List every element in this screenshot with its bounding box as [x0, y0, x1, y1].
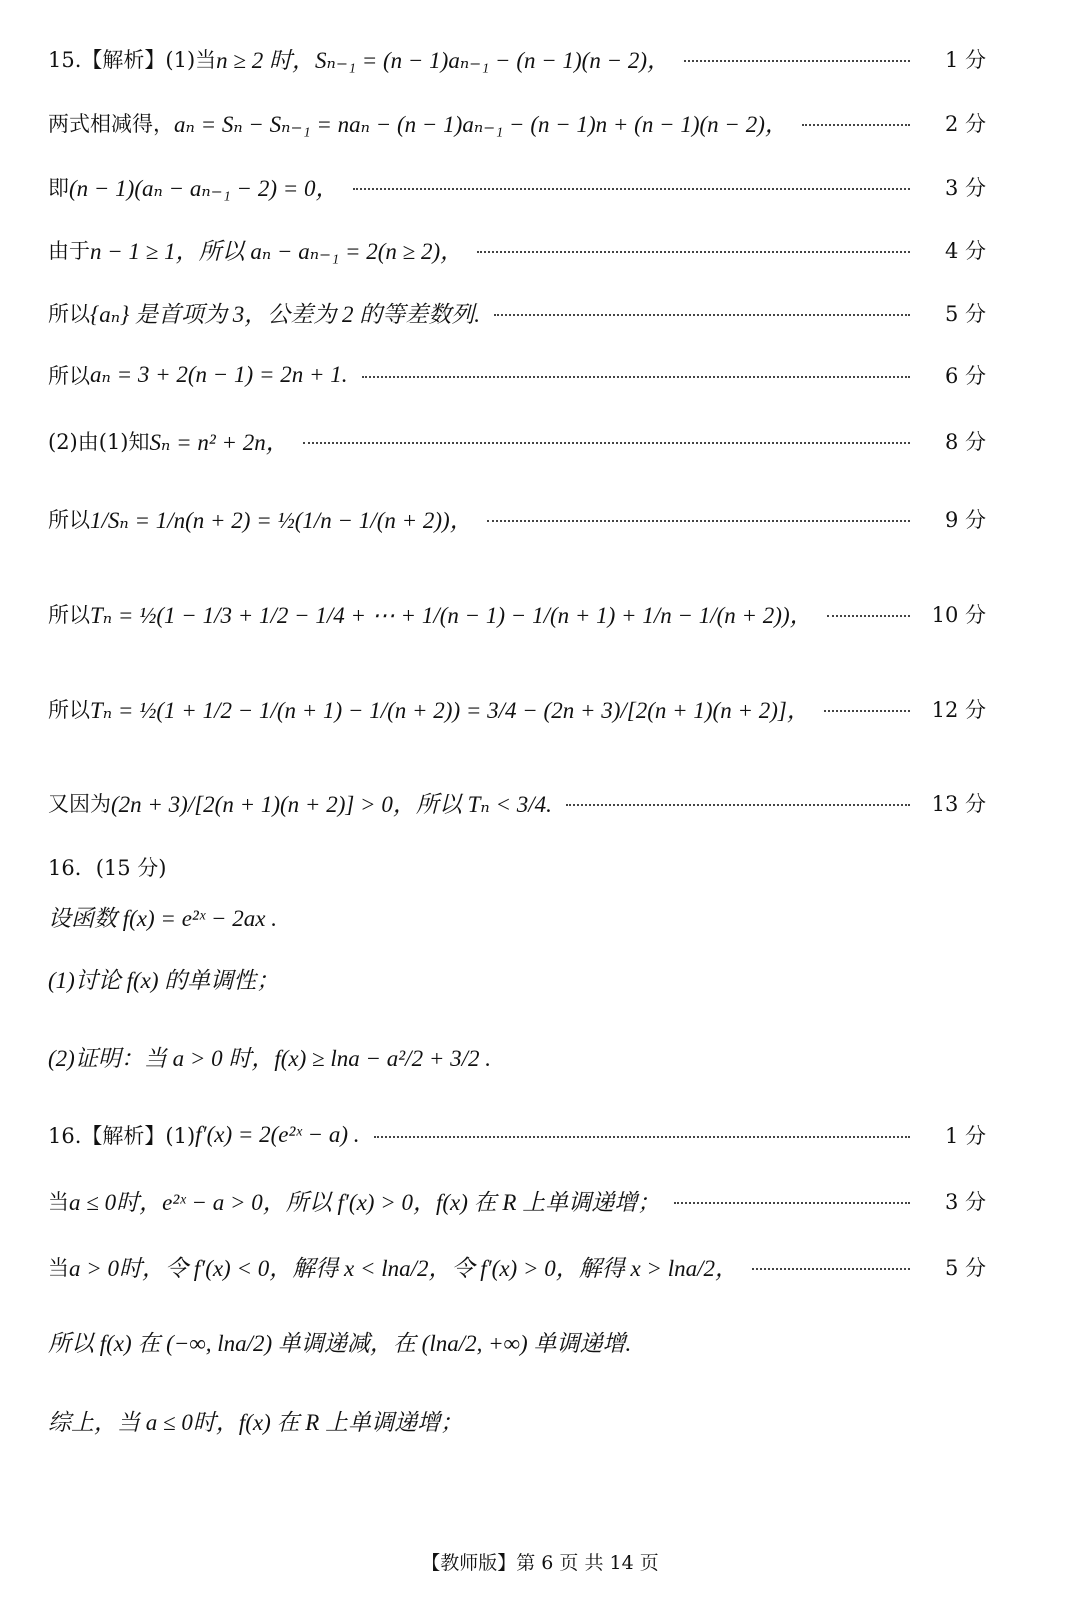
line-prefix: (2)由(1)知 [48, 429, 150, 454]
solution-line [48, 42, 986, 75]
leader-dots [824, 710, 910, 712]
line-math: f′(x) = 2(e²ˣ − a) . [195, 1122, 360, 1147]
line-math: Tₙ = ½(1 − 1/3 + 1/2 − 1/4 + ⋯ + 1/(n − 1) − 1/(n + 1) + 1/n − 1/(n + 2))， [90, 603, 813, 628]
line-prefix: 所以 [48, 602, 90, 627]
line-math: n ≥ 2 时，Sₙ₋₁ = (n − 1)aₙ₋₁ − (n − 1)(n − 2)， [216, 48, 671, 73]
leader-dots [674, 1202, 910, 1204]
line-math: aₙ = Sₙ − Sₙ₋₁ = naₙ − (n − 1)aₙ₋₁ − (n − 1)n + (n − 1)(n − 2)， [174, 112, 788, 137]
leader-dots [566, 804, 910, 806]
line-math: {aₙ} 是首项为 3，公差为 2 的等差数列. [90, 302, 480, 327]
score-mark: 5 分 [944, 301, 986, 326]
line-math: 1/Sₙ = 1/n(n + 2) = ½(1/n − 1/(n + 2))， [90, 508, 473, 533]
score-mark: 8 分 [944, 429, 986, 454]
solution-line [48, 597, 986, 630]
solution-line [48, 502, 986, 535]
score-mark: 1 分 [944, 47, 986, 72]
line-prefix: 所以 [48, 697, 90, 722]
line-math: (n − 1)(aₙ − aₙ₋₁ − 2) = 0， [69, 176, 339, 201]
line-math: aₙ = 3 + 2(n − 1) = 2n + 1. [90, 362, 348, 387]
line-math: a ≤ 0时，e²ˣ − a > 0，所以 f′(x) > 0，f(x) 在 R 上单调递增； [69, 1190, 661, 1215]
line-math: n − 1 ≥ 1，所以 aₙ − aₙ₋₁ = 2(n ≥ 2)， [90, 239, 464, 264]
leader-dots [752, 1268, 910, 1270]
line-prefix: 即 [48, 175, 69, 200]
score-mark: 5 分 [944, 1255, 986, 1280]
line-prefix: 又因为 [48, 791, 111, 816]
score-mark: 6 分 [944, 364, 986, 388]
problem-statement: 设函数 f(x) = e²ˣ − 2ax . [48, 906, 278, 931]
score-mark: 9 分 [944, 507, 986, 532]
line-math: (2n + 3)/[2(n + 1)(n + 2)] > 0，所以 Tₙ < 3/4. [111, 792, 552, 817]
line-prefix: 所以 [48, 364, 90, 388]
summary-line: 综上，当 a ≤ 0时，f(x) 在 R 上单调递增； [48, 1410, 464, 1435]
score-mark: 4 分 [944, 238, 986, 263]
conclusion-line: 所以 f(x) 在 (−∞, lna/2) 单调递减，在 (lna/2, +∞) 单调递增. [48, 1331, 632, 1356]
leader-dots [494, 314, 910, 316]
leader-dots [374, 1136, 910, 1138]
score-mark: 1 分 [944, 1124, 986, 1148]
leader-dots [362, 376, 911, 378]
leader-dots [353, 188, 911, 190]
page-footer: 【教师版】第 6 页 共 14 页 [421, 1552, 659, 1574]
line-math: a > 0时，令 f′(x) < 0，解得 x < lna/2，令 f′(x) > 0，解得 x > lna/2， [69, 1256, 738, 1281]
line-prefix: 当 [48, 1255, 69, 1280]
solution-line [48, 424, 986, 457]
leader-dots [684, 60, 910, 62]
leader-dots [487, 520, 910, 522]
leader-dots [477, 251, 910, 253]
line-prefix: 16.【解析】(1) [48, 1124, 196, 1148]
score-mark: 3 分 [944, 175, 986, 200]
solution-line [48, 786, 986, 819]
solution-line [48, 106, 986, 139]
solution-line [48, 1120, 986, 1150]
line-prefix: 所以 [48, 301, 90, 326]
line-math: Tₙ = ½(1 + 1/2 − 1/(n + 1) − 1/(n + 2)) = 3/4 − (2n + 3)/[2(n + 1)(n + 2)]， [90, 698, 810, 723]
score-mark: 13 分 [931, 791, 986, 816]
score-mark: 3 分 [944, 1189, 986, 1214]
line-prefix: 当 [48, 1189, 69, 1214]
score-mark: 10 分 [931, 602, 986, 627]
line-math: Sₙ = n² + 2n， [149, 430, 289, 455]
solution-line [48, 360, 986, 390]
line-prefix: 两式相减得， [48, 111, 174, 136]
line-prefix: 15.【解析】(1)当 [48, 47, 217, 72]
solution-line [48, 296, 986, 329]
solution-line [48, 170, 986, 203]
leader-dots [827, 615, 910, 617]
solution-line [48, 692, 986, 725]
line-prefix: 由于 [48, 238, 90, 263]
leader-dots [303, 442, 910, 444]
score-mark: 2 分 [944, 111, 986, 136]
problem-part-1: (1)讨论 f(x) 的单调性； [48, 968, 280, 993]
score-mark: 12 分 [931, 697, 986, 722]
solution-line [48, 233, 986, 266]
leader-dots [802, 124, 910, 126]
solution-line [48, 1184, 986, 1217]
problem-part-2: (2)证明：当 a > 0 时，f(x) ≥ lna − a²/2 + 3/2 . [48, 1046, 491, 1071]
problem-heading: 16．(15 分) [48, 856, 167, 880]
solution-line [48, 1250, 986, 1283]
line-prefix: 所以 [48, 507, 90, 532]
